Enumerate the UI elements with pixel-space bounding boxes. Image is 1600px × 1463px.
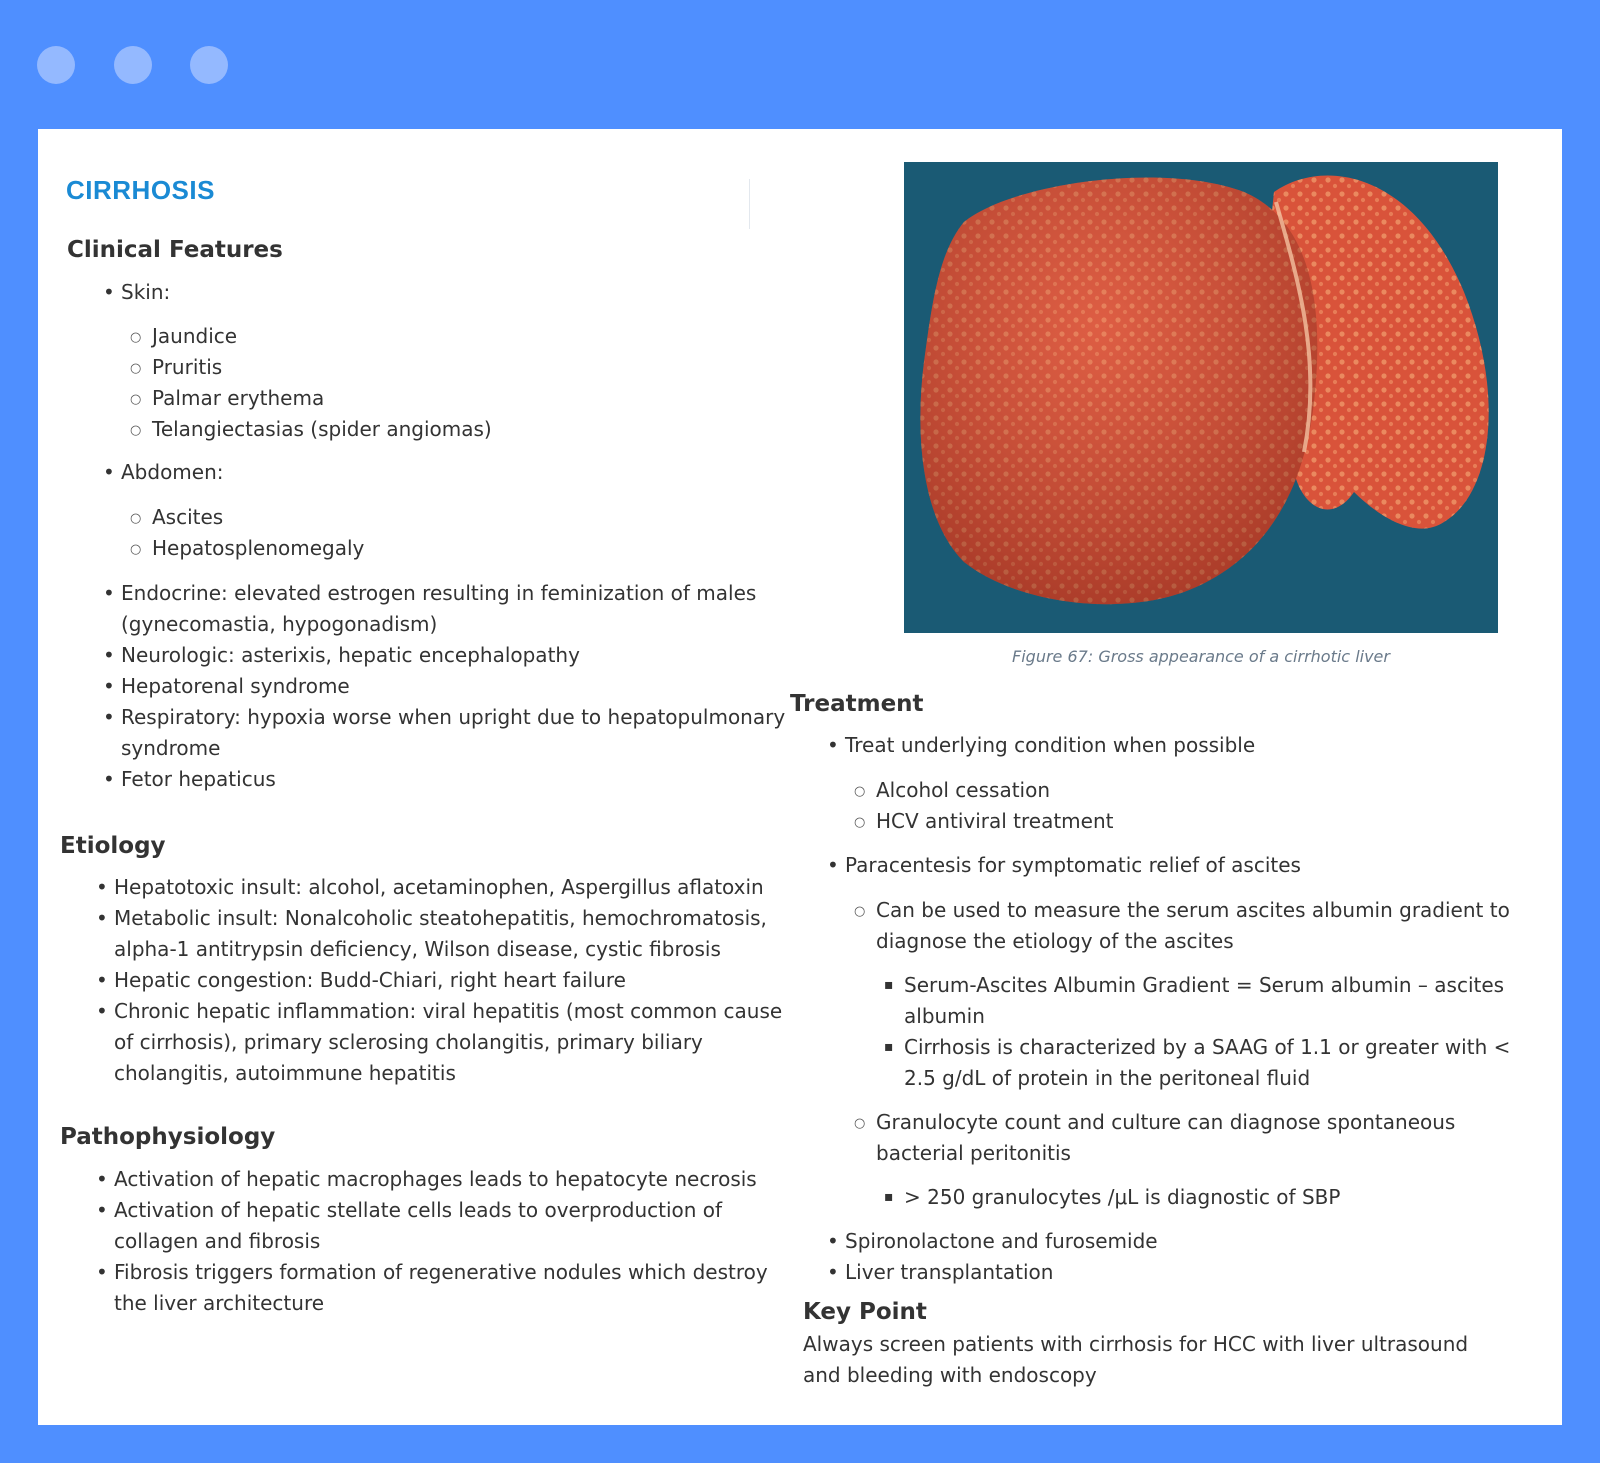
abdomen-list xyxy=(99,457,789,488)
list-item: ○ Telangiectasias (spider angiomas) xyxy=(130,414,780,445)
document-page xyxy=(38,129,1562,1425)
list-item: ○ Palmar erythema xyxy=(130,383,780,414)
treatment-heading: Treatment xyxy=(790,691,924,717)
list-item: • Fibrosis triggers formation of regenerative nodules which destroy the liver architecture xyxy=(92,1257,792,1319)
clinical-more-list xyxy=(99,578,789,795)
list-item: • Endocrine: elevated estrogen resulting in feminization of males (gynecomastia, hypogonadism) xyxy=(99,578,789,640)
patho-list xyxy=(92,1164,792,1319)
list-item: • Spironolactone and furosemide xyxy=(823,1226,1523,1257)
list-item: • Paracentesis for symptomatic relief of ascites xyxy=(823,850,1523,881)
list-item: • Respiratory: hypoxia worse when upright due to hepatopulmonary syndrome xyxy=(99,702,789,764)
column-divider xyxy=(749,179,750,229)
skin-list xyxy=(99,277,789,308)
list-item: ○ Alcohol cessation xyxy=(854,775,1524,806)
list-item: • Hepatorenal syndrome xyxy=(99,671,789,702)
treatment-subsublist-1 xyxy=(882,970,1528,1094)
abdomen-sublist xyxy=(130,502,780,564)
window-dot-3[interactable] xyxy=(190,46,228,84)
skin-sublist xyxy=(130,321,780,445)
list-item: • Activation of hepatic macrophages leads to hepatocyte necrosis xyxy=(92,1164,792,1195)
list-item: ▪ Serum-Ascites Albumin Gradient = Serum albumin – ascites albumin xyxy=(882,970,1528,1032)
skin-label: Skin: xyxy=(121,280,171,304)
list-item: ○ Can be used to measure the serum ascites albumin gradient to diagnose the etiology of the ascites xyxy=(854,895,1524,957)
liver-figure-image xyxy=(904,162,1498,633)
list-item: • Activation of hepatic stellate cells leads to overproduction of collagen and fibrosis xyxy=(92,1195,792,1257)
keypoint-text: Always screen patients with cirrhosis for HCC with liver ultrasound and bleeding with endoscopy xyxy=(803,1332,1469,1387)
list-item xyxy=(99,277,789,308)
patho-heading: Pathophysiology xyxy=(60,1124,276,1150)
etiology-heading: Etiology xyxy=(60,833,166,859)
treatment-list-3 xyxy=(823,1226,1523,1288)
list-item: • Neurologic: asterixis, hepatic encephalopathy xyxy=(99,640,789,671)
list-item: • Metabolic insult: Nonalcoholic steatohepatitis, hemochromatosis, alpha-1 antitrypsin deficiency, Wilson disease, cystic fibrosis xyxy=(92,903,792,965)
list-item: • Liver transplantation xyxy=(823,1257,1523,1288)
figure-caption: Figure 67: Gross appearance of a cirrhotic liver xyxy=(1012,647,1390,666)
treatment-sublist-2 xyxy=(854,895,1524,957)
treatment-list-2 xyxy=(823,850,1523,881)
list-item: ○ Hepatosplenomegaly xyxy=(130,533,780,564)
keypoint-heading: Key Point xyxy=(803,1299,927,1325)
list-item: ○ Ascites xyxy=(130,502,780,533)
window-dot-2[interactable] xyxy=(114,46,152,84)
list-item: • Abdomen: xyxy=(99,457,789,488)
treatment-list-1 xyxy=(823,730,1523,761)
window-dot-1[interactable] xyxy=(37,46,75,84)
list-item: ○ Granulocyte count and culture can diagnose spontaneous bacterial peritonitis xyxy=(854,1107,1524,1169)
clinical-heading: Clinical Features xyxy=(67,237,283,263)
treatment-subsublist-2 xyxy=(882,1182,1528,1213)
list-item: • Hepatotoxic insult: alcohol, acetaminophen, Aspergillus aflatoxin xyxy=(92,872,792,903)
liver-illustration xyxy=(904,162,1498,633)
list-item: ▪ > 250 granulocytes /μL is diagnostic of SBP xyxy=(882,1182,1528,1213)
list-item: ○ Jaundice xyxy=(130,321,780,352)
etiology-list xyxy=(92,872,792,1089)
treatment-sublist-1 xyxy=(854,775,1524,837)
list-item: • Chronic hepatic inflammation: viral hepatitis (most common cause of cirrhosis), primary sclerosing cholangitis, primary biliary cholangitis, autoimmune hepatitis xyxy=(92,996,792,1089)
page-title: CIRRHOSIS xyxy=(66,175,215,205)
list-item: ○ HCV antiviral treatment xyxy=(854,806,1524,837)
list-item: ○ Pruritis xyxy=(130,352,780,383)
list-item: • Treat underlying condition when possible xyxy=(823,730,1523,761)
list-item: ▪ Cirrhosis is characterized by a SAAG of 1.1 or greater with < 2.5 g/dL of protein in the peritoneal fluid xyxy=(882,1032,1528,1094)
list-item: • Hepatic congestion: Budd-Chiari, right heart failure xyxy=(92,965,792,996)
treatment-sublist-3 xyxy=(854,1107,1524,1169)
list-item: • Fetor hepaticus xyxy=(99,764,789,795)
